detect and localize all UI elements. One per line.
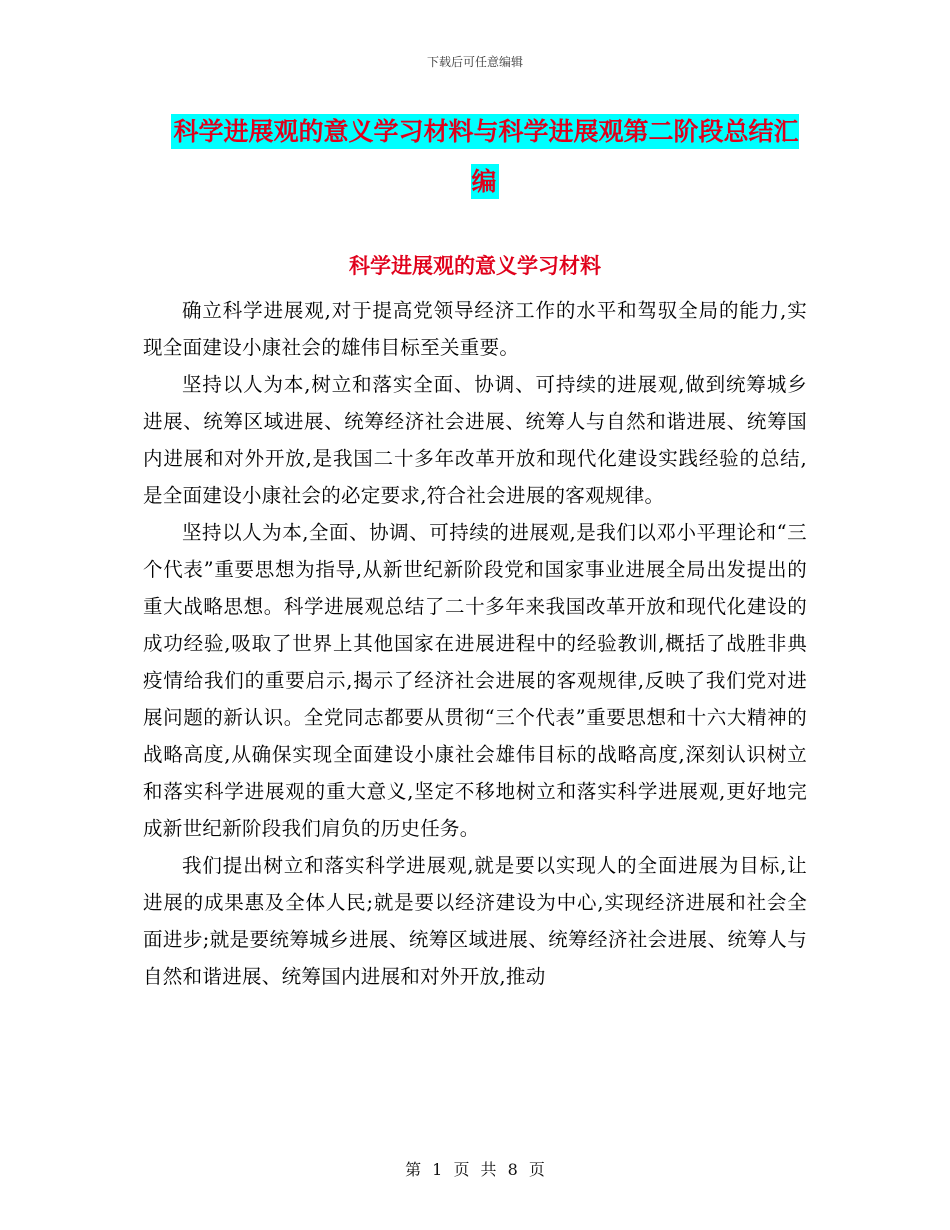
paragraph-1: 确立科学进展观,对于提高党领导经济工作的水平和驾驭全局的能力,实现全面建设小康社会的雄伟目标至关重要。 [143, 299, 807, 359]
paragraph-3: 坚持以人为本,全面、协调、可持续的进展观,是我们以邓小平理论和“三个代表”重要思想为指导,从新世纪新阶段党和国家事业进展全局出发提出的重大战略思想。科学进展观总结了二十多年来我国改革开放和现代化建设的成功经验,吸取了世界上其他国家在进展进程中的经验教训,概括了战胜非典疫情给我们的重要启示,揭示了经济社会进展的客观规律,反映了我们党对进展问题的新认识。全党同志都要从贯彻“三个代表”重要思想和十六大精神的战略高度,从确保实现全面建设小康社会雄伟目标的战略高度,深刻认识树立和落实科学进展观的重大意义,坚定不移地树立和落实科学进展观,更好地完成新世纪新阶段我们肩负的历史任务。 [143, 521, 807, 840]
section-heading: 科学进展观的意义学习材料 [349, 254, 601, 278]
paragraph-4: 我们提出树立和落实科学进展观,就是要以实现人的全面进展为目标,让进展的成果惠及全体人民;就是要以经济建设为中心,实现经济进展和社会全面进步;就是要统筹城乡进展、统筹区域进展、统筹经济社会进展、统筹人与自然和谐进展、统筹国内进展和对外开放,推动 [143, 854, 807, 988]
header-note: 下载后可任意编辑 [426, 55, 523, 69]
document-title-text: 科学进展观的意义学习材料与科学进展观第二阶段总结汇编 [171, 114, 798, 199]
page-number: 第 1 页 共 8 页 [405, 1160, 545, 1179]
paragraph-2: 坚持以人为本,树立和落实全面、协调、可持续的进展观,做到统筹城乡进展、统筹区域进展、统筹经济社会进展、统筹人与自然和谐进展、统筹国内进展和对外开放,是我国二十多年改革开放和现代化建设实践经验的总结,是全面建设小康社会的必定要求,符合社会进展的客观规律。 [143, 373, 807, 507]
body-content [143, 292, 807, 995]
document-title [160, 107, 810, 207]
